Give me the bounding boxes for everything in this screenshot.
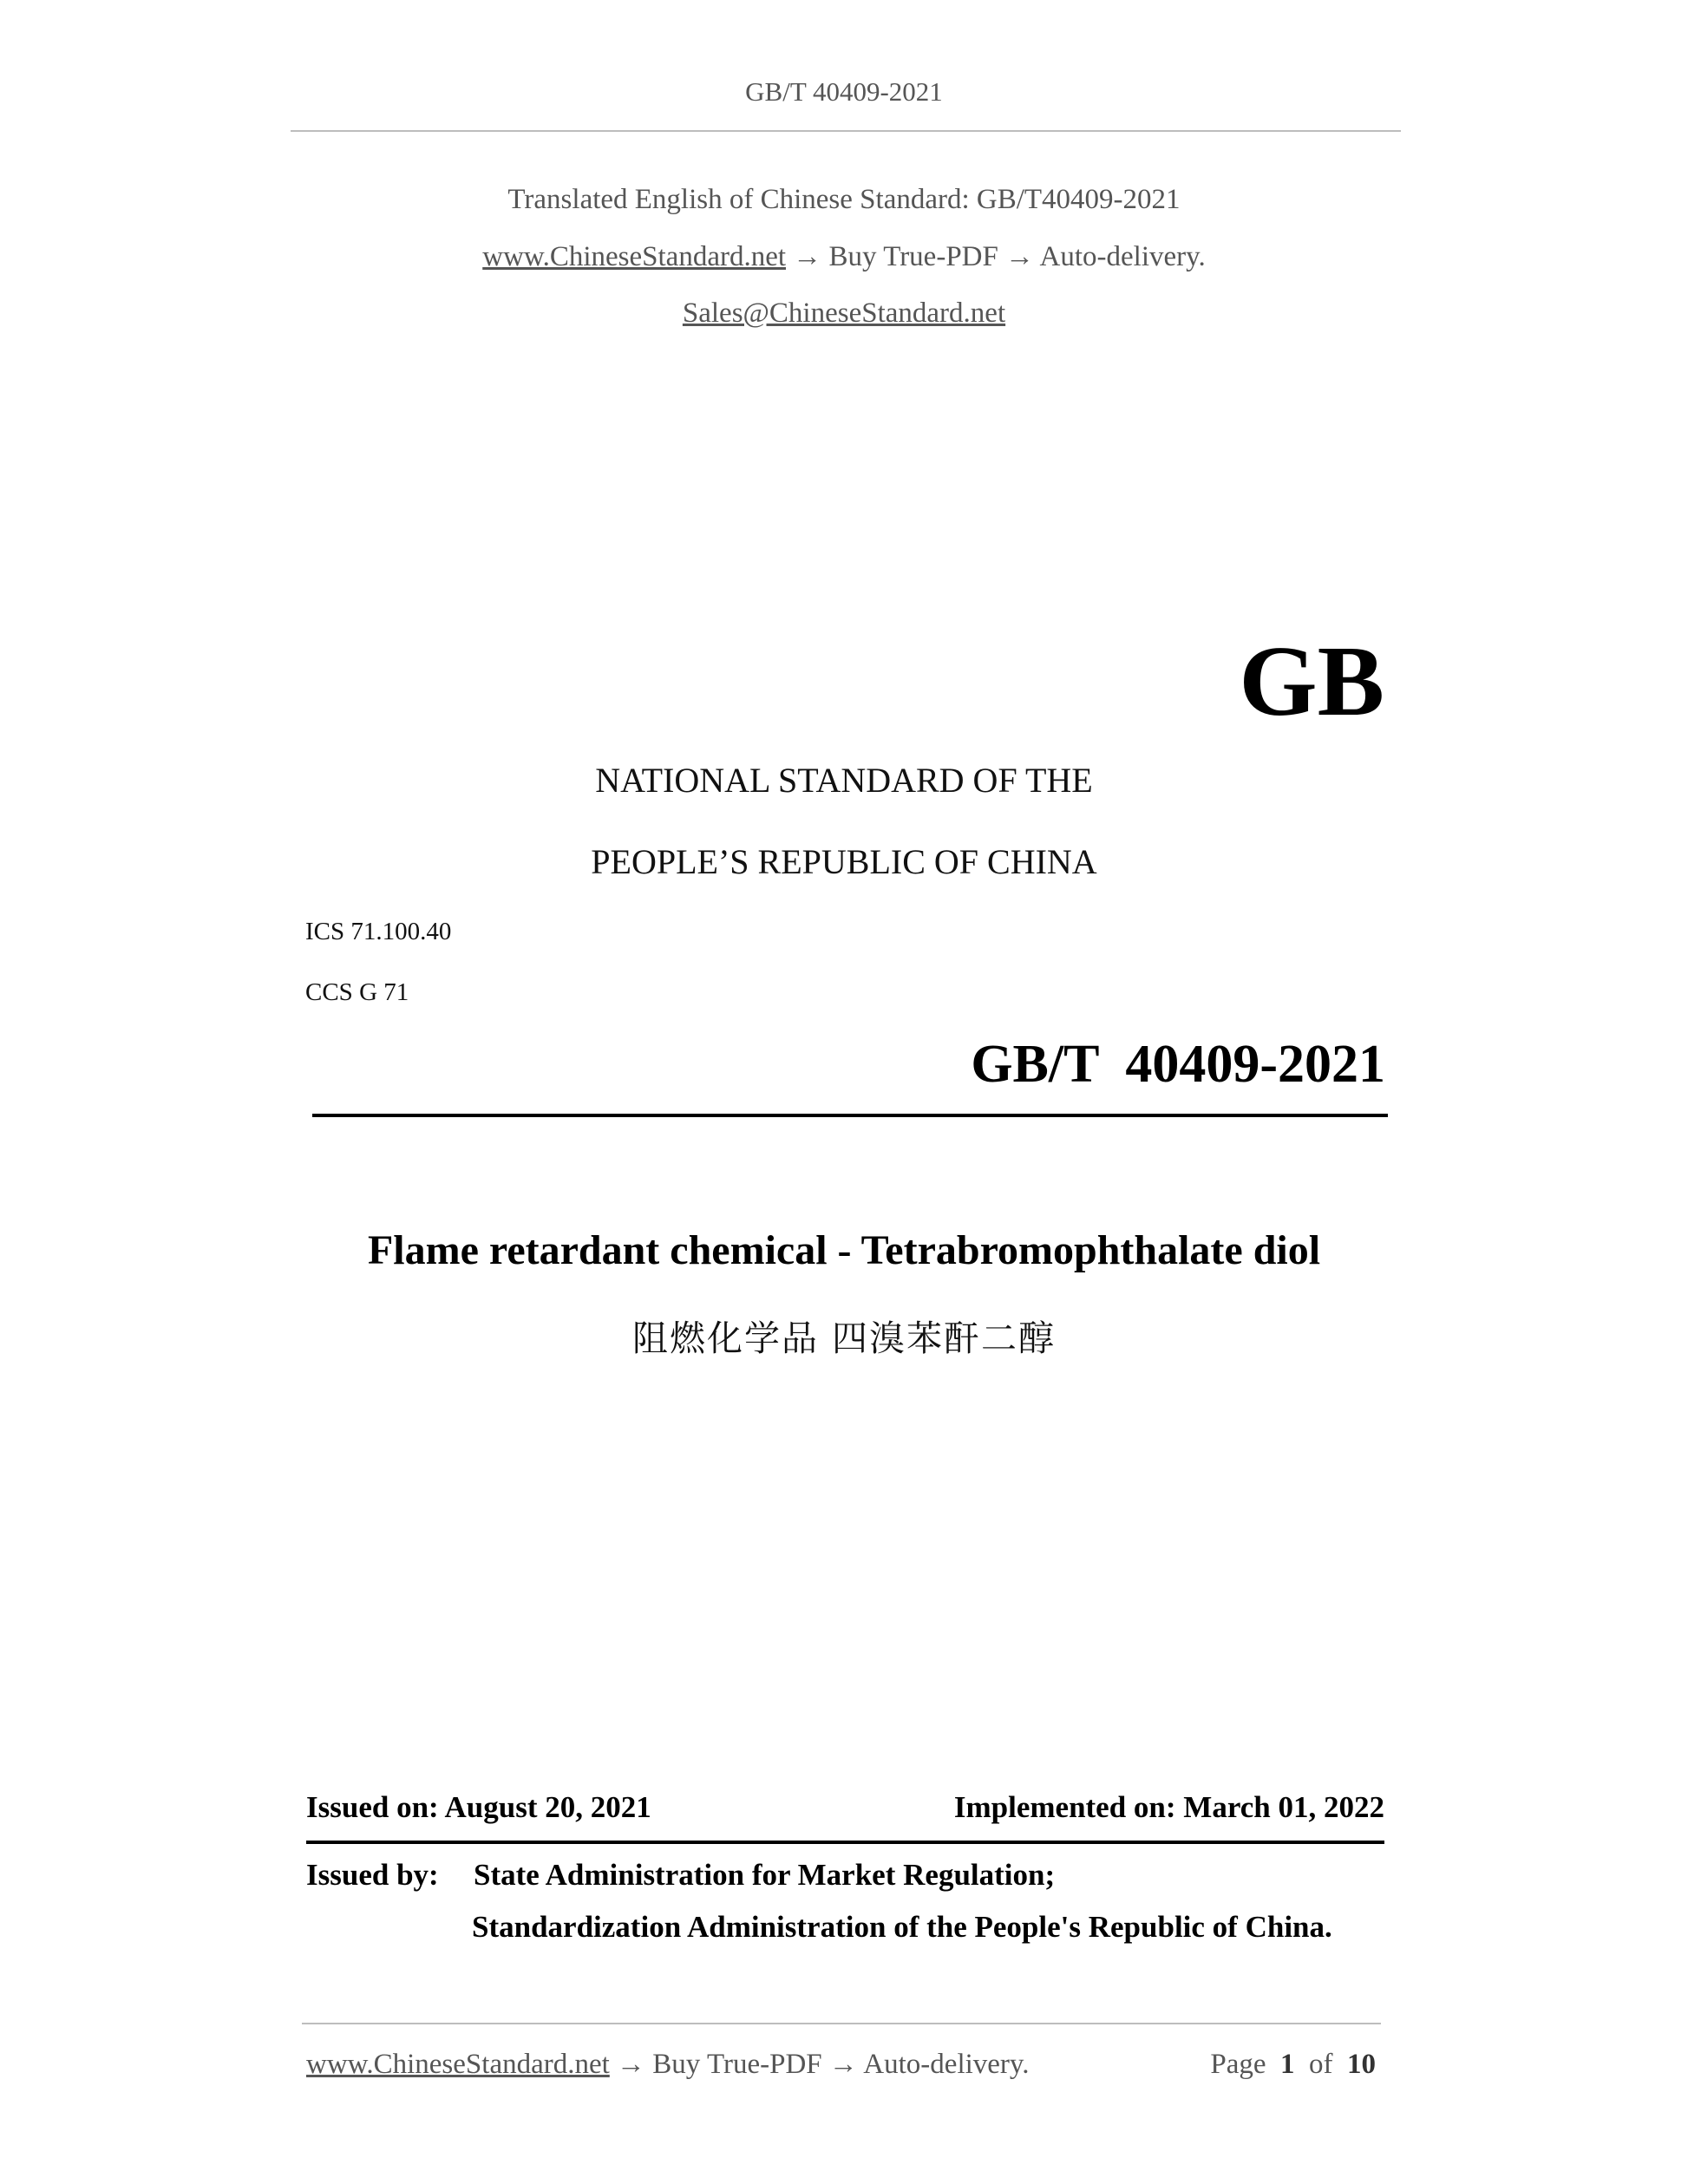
email-link[interactable]: Sales@ChineseStandard.net (682, 298, 1006, 329)
page-indicator (1210, 2049, 1376, 2081)
page-total: 10 (1347, 2049, 1376, 2080)
issued-by-label: Issued by: (306, 1858, 439, 1892)
issuer-line2: Standardization Administration of the People's Republic of China. (472, 1910, 1332, 1944)
header-divider (291, 130, 1401, 132)
title-english: Flame retardant chemical - Tetrabromophthalate diol (367, 1227, 1321, 1273)
ccs-code: CCS G 71 (305, 978, 409, 1006)
gb-mark: GB (1239, 626, 1384, 737)
footer-delivery-text: → Buy True-PDF → Auto-delivery. (609, 2049, 1030, 2080)
standard-number-divider (312, 1114, 1388, 1117)
issue-dates-divider (306, 1841, 1384, 1844)
title-chinese: 阻燃化学品 四溴苯酐二醇 (631, 1318, 1057, 1359)
translation-notice: Translated English of Chinese Standard: GB/T40409-2021 (507, 184, 1181, 215)
site-link[interactable]: www.ChineseStandard.net (482, 241, 787, 272)
issuer-line1: State Administration for Market Regulation; (474, 1858, 1056, 1892)
delivery-text: → Buy True-PDF → Auto-delivery. (786, 241, 1206, 272)
running-head: GB/T 40409-2021 (745, 76, 943, 107)
footer-purchase-line (306, 2049, 1030, 2081)
footer-divider (302, 2023, 1381, 2024)
banner-email-line (0, 298, 1688, 330)
footer-site-link[interactable]: www.ChineseStandard.net (306, 2049, 610, 2080)
page-of: of (1309, 2049, 1333, 2080)
issued-on: Issued on: August 20, 2021 (306, 1790, 651, 1824)
banner-purchase-line (0, 241, 1688, 273)
implemented-on: Implemented on: March 01, 2022 (953, 1790, 1384, 1824)
ics-code: ICS 71.100.40 (305, 918, 452, 945)
page-label: Page (1210, 2049, 1266, 2080)
national-standard-line2: PEOPLE’S REPUBLIC OF CHINA (591, 842, 1097, 881)
page-current: 1 (1280, 2049, 1295, 2080)
standard-number: GB/T 40409-2021 (971, 1035, 1385, 1094)
national-standard-line1: NATIONAL STANDARD OF THE (595, 761, 1093, 800)
